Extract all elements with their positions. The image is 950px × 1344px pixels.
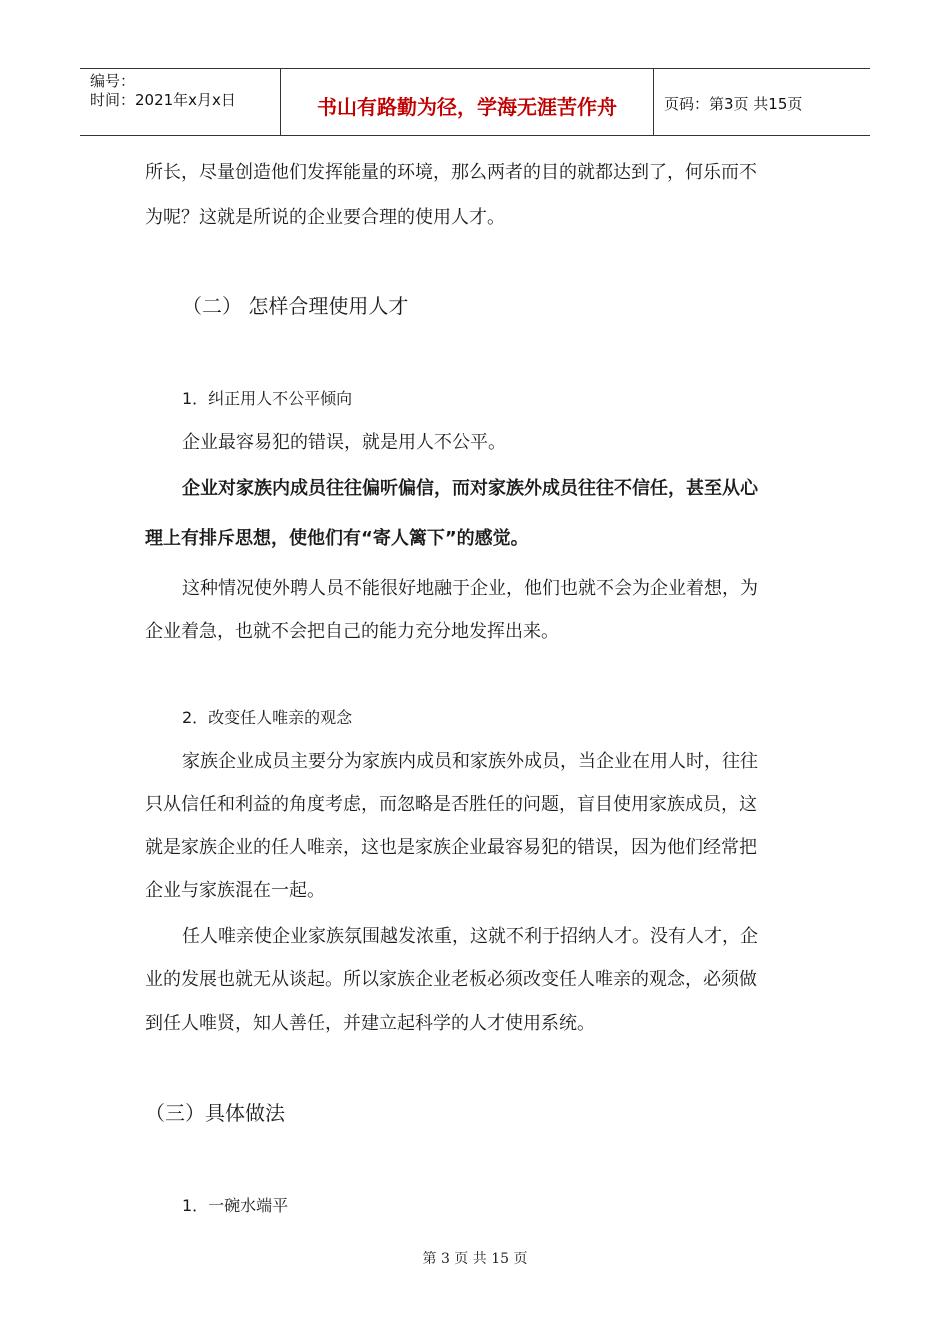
paragraph-line: 企业与家族混在一起。 [145,880,325,901]
paragraph-line: 只从信任和利益的角度考虑，而忽略是否胜任的问题，盲目使用家族成员，这 [145,794,757,815]
header-page-cell [654,69,870,135]
paragraph-line: 任人唯亲使企业家族氛围越发浓重，这就不利于招纳人才。没有人才，企 [182,926,758,947]
header-motto: 书山有路勤为径，学海无涯苦作舟 [317,95,617,119]
paragraph-line: 这种情况使外聘人员不能很好地融于企业，他们也就不会为企业着想，为 [182,578,758,599]
page-footer: 第 3 页 共 15 页 [422,1251,528,1267]
paragraph-line: 所长，尽量创造他们发挥能量的环境，那么两者的目的就都达到了，何乐而不 [145,162,757,183]
section-heading-2: （二） 怎样合理使用人才 [182,294,409,318]
subsection-heading-1: 1．纠正用人不公平倾向 [182,389,353,408]
paragraph-line: 企业最容易犯的错误，就是用人不公平。 [182,432,506,453]
paragraph-line: 就是家族企业的任人唯亲，这也是家族企业最容易犯的错误，因为他们经常把 [145,837,757,858]
document-date-label: 时间：2021年x月x日 [90,91,236,109]
subsection-heading-2: 2．改变任人唯亲的观念 [182,708,353,727]
header-motto-cell [281,69,654,135]
paragraph-line: 企业着急，也就不会把自己的能力充分地发挥出来。 [145,621,559,642]
paragraph-line: 业的发展也就无从谈起。所以家族企业老板必须改变任人唯亲的观念，必须做 [145,969,757,990]
document-header [80,68,870,136]
paragraph-line-bold: 理上有排斥思想，使他们有“寄人篱下”的感觉。 [145,528,529,549]
paragraph-line: 到任人唯贤，知人善任，并建立起科学的人才使用系统。 [145,1013,595,1034]
section-heading-3: （三）具体做法 [145,1101,285,1125]
header-page-info: 页码：第3页 共15页 [664,95,803,113]
header-meta-cell [80,69,281,135]
paragraph-line: 为呢？这就是所说的企业要合理的使用人才。 [145,207,505,228]
paragraph-line: 家族企业成员主要分为家族内成员和家族外成员，当企业在用人时，往往 [182,751,758,772]
paragraph-line-bold: 企业对家族内成员往往偏听偏信，而对家族外成员往往不信任，甚至从心 [182,478,758,499]
subsection-heading-3: 1．一碗水端平 [182,1196,289,1215]
document-number-label: 编号： [90,72,136,90]
